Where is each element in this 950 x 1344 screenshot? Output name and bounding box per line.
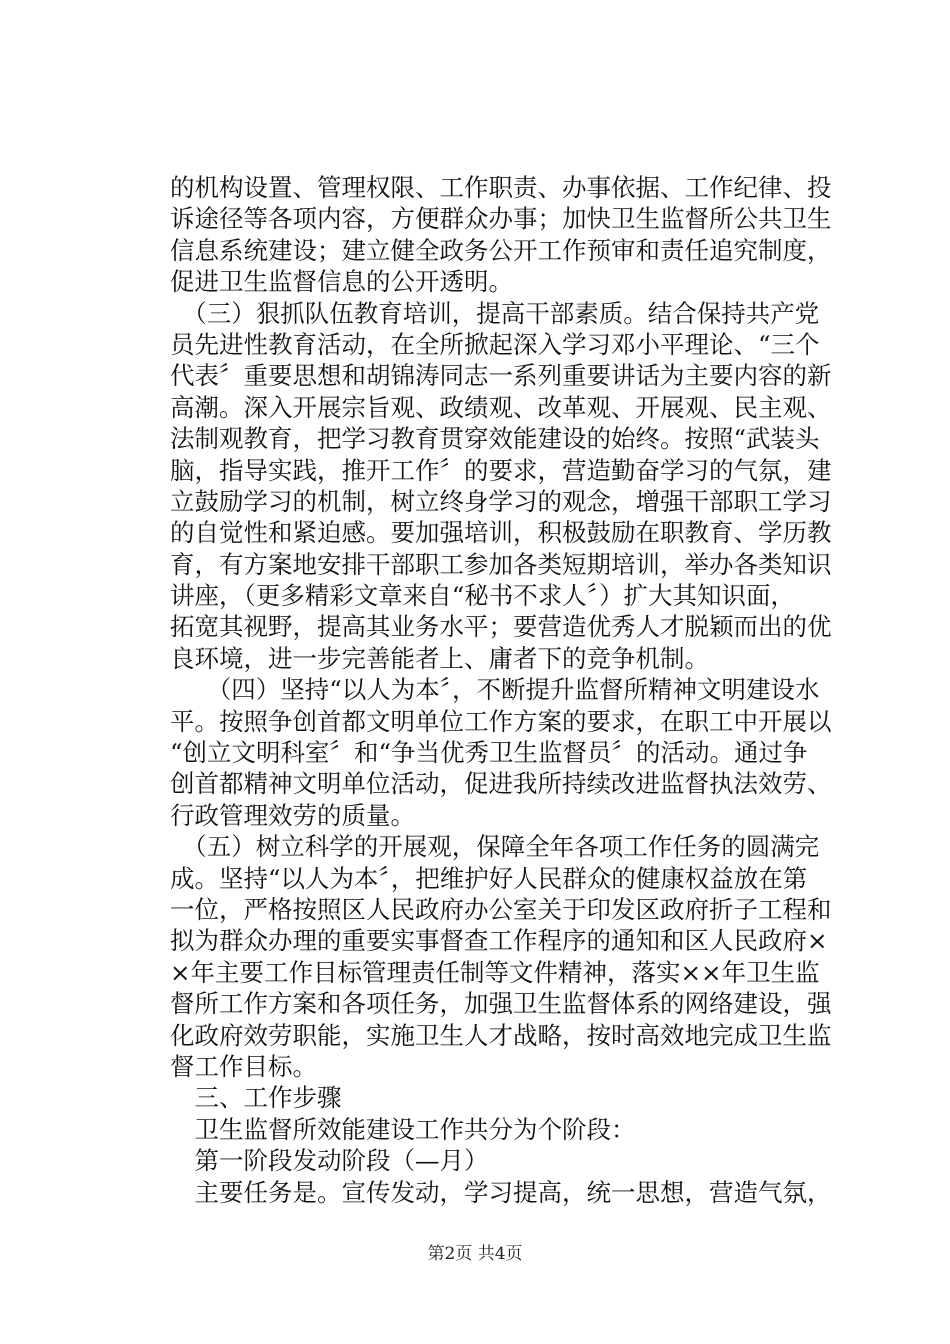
text-line: 督工作目标。 — [170, 1051, 317, 1081]
text-line: “创立文明科室〞和“争当优秀卫生监督员〞的活动。通过争 — [170, 738, 808, 768]
text-line: 创首都精神文明单位活动，促进我所持续改进监督执法效劳、 — [170, 769, 832, 799]
text-line: 主要任务是。宣传发动，学习提高，统一思想，营造气氛， — [170, 1177, 832, 1207]
text-line: 的机构设置、管理权限、工作职责、办事依据、工作纪律、投 — [170, 173, 832, 202]
text-line: 法制观教育，把学习教育贯穿效能建设的始终。按照“武装头 — [170, 424, 820, 454]
text-line: 讲座，（更多精彩文章来自“秘书不求人〞）扩大其知识面， — [170, 581, 796, 611]
text-line: 行政管理效劳的质量。 — [170, 800, 415, 830]
text-line: 化政府效劳职能，实施卫生人才战略，按时高效地完成卫生监 — [170, 1020, 832, 1050]
text-line: 育，有方案地安排干部职工参加各类短期培训，举办各类知识 — [170, 549, 832, 579]
text-line: 平。按照争创首都文明单位工作方案的要求，在职工中开展以 — [170, 706, 832, 736]
text-line: 三、工作步骤 — [170, 1083, 342, 1113]
document-body — [170, 172, 860, 1208]
text-line: （五）树立科学的开展观，保障全年各项工作任务的圆满完 — [170, 832, 820, 862]
text-line: 代表〞重要思想和胡锦涛同志一系列重要讲话为主要内容的新 — [170, 361, 832, 391]
text-line: （三）狠抓队伍教育培训，提高干部素质。结合保持共产党 — [170, 298, 820, 328]
text-line: 一位，严格按照区人民政府办公室关于印发区政府折子工程和 — [170, 894, 832, 924]
text-line: 卫生监督所效能建设工作共分为个阶段： — [170, 1114, 636, 1144]
text-line: 的自觉性和紧迫感。要加强培训，积极鼓励在职教育、学历教 — [170, 518, 832, 548]
text-line: ×年主要工作目标管理责任制等文件精神，落实××年卫生监 — [170, 957, 820, 987]
text-line: 督所工作方案和各项任务，加强卫生监督体系的网络建设，强 — [170, 989, 832, 1019]
text-line: 员先进性教育活动，在全所掀起深入学习邓小平理论、“三个 — [170, 329, 820, 359]
text-line: （四）坚持“以人为本〞，不断提升监督所精神文明建设水 — [170, 675, 820, 705]
text-line: 诉途径等各项内容，方便群众办事；加快卫生监督所公共卫生 — [170, 204, 832, 234]
text-line: 成。坚持“以人为本〞，把维护好人民群众的健康权益放在第 — [170, 863, 808, 893]
text-line: 良环境，进一步完善能者上、庸者下的竞争机制。 — [170, 643, 709, 673]
page-footer: 第2页 共4页 — [427, 1244, 523, 1264]
text-line: 立鼓励学习的机制，树立终身学习的观念，增强干部职工学习 — [170, 486, 832, 516]
text-line: 脑，指导实践，推开工作〞的要求，营造勤奋学习的气氛，建 — [170, 455, 832, 485]
text-line: 促进卫生监督信息的公开透明。 — [170, 267, 513, 297]
text-line: 拓宽其视野，提高其业务水平；要营造优秀人才脱颖而出的优 — [170, 612, 832, 642]
text-line: 信息系统建设；建立健全政务公开工作预审和责任追究制度， — [170, 235, 832, 265]
text-line: 拟为群众办理的重要实事督查工作程序的通知和区人民政府× — [170, 926, 828, 956]
text-line: 第一阶段发动阶段（—月） — [170, 1146, 489, 1176]
text-line: 高潮。深入开展宗旨观、政绩观、改革观、开展观、民主观、 — [170, 392, 832, 422]
